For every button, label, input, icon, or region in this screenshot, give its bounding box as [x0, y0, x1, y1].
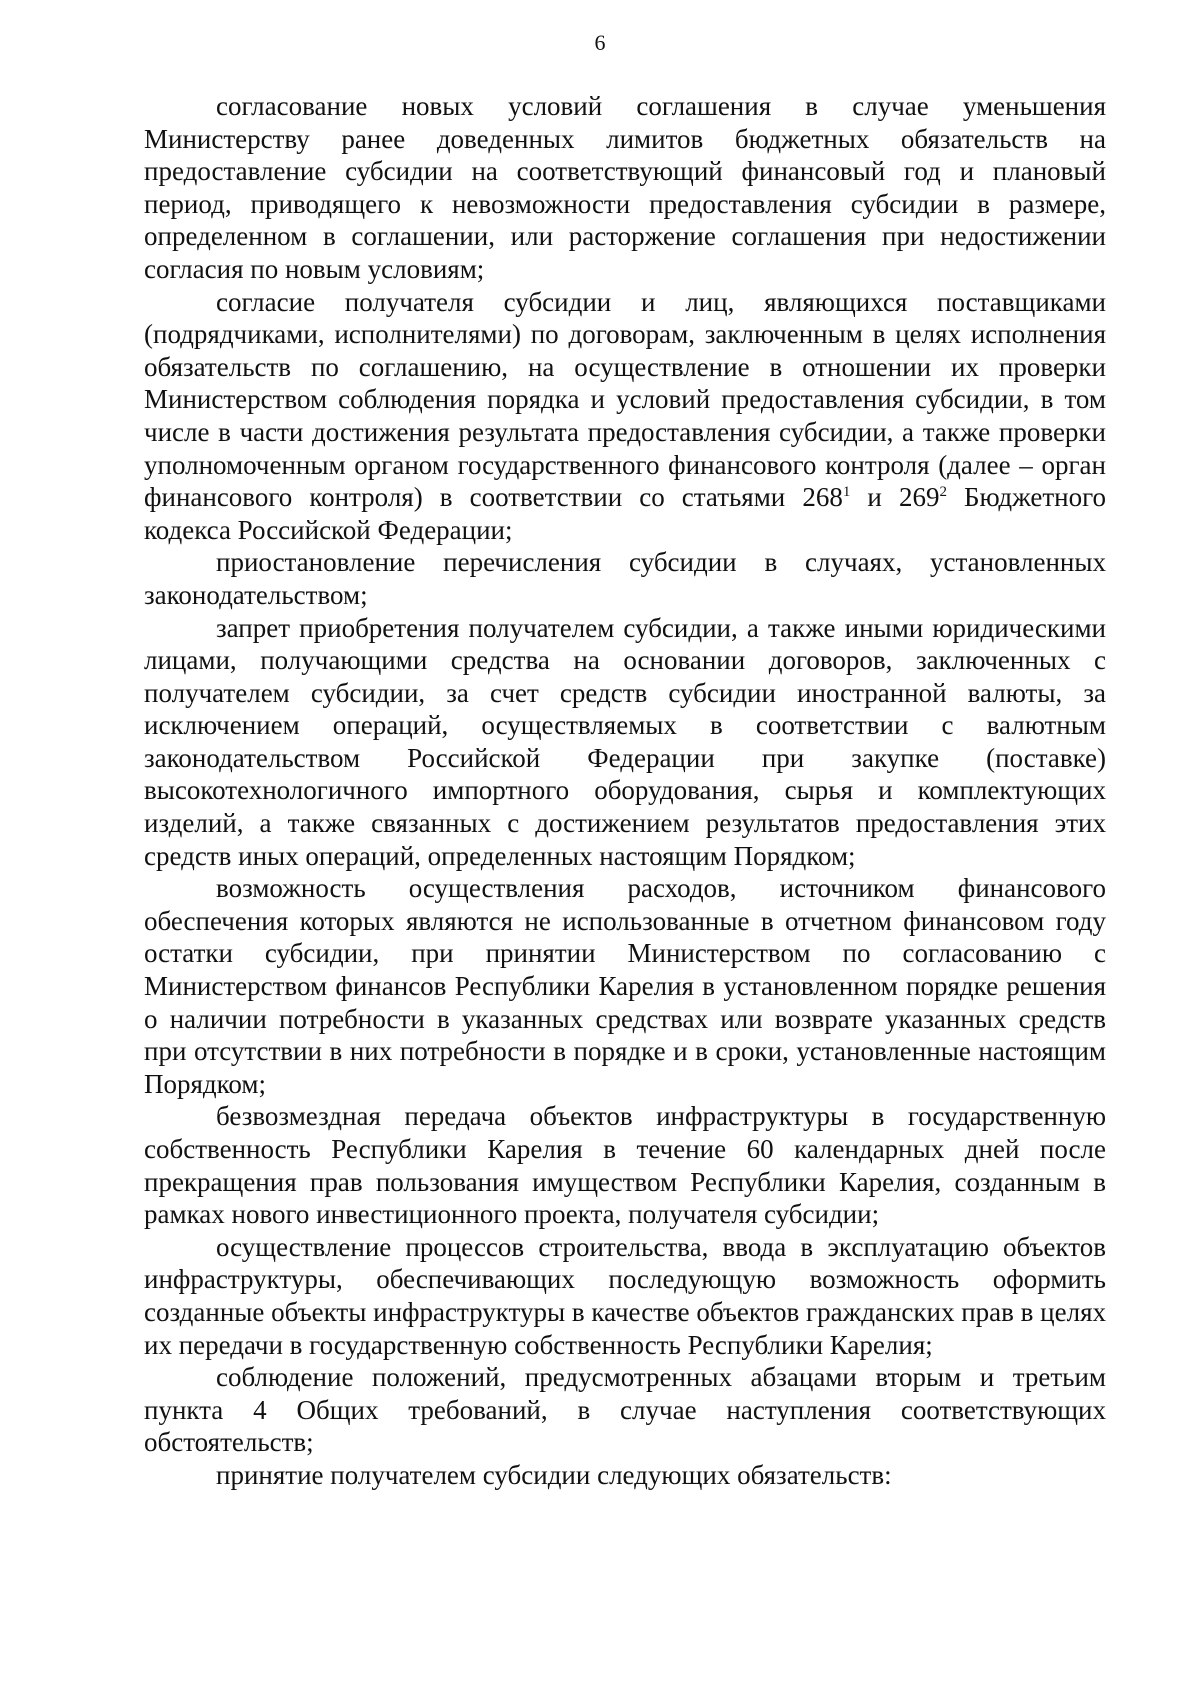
paragraph-text: согласие получателя субсидии и лиц, являющихся поставщиками (подрядчиками, исполнителями) по договорам, заключенным в целях исполнения обязательств по соглашению, на осуществление в отношении их проверки Министерством соблюдения порядка и условий предоставления субсидии, в том числе в части достижения результата предоставления субсидии, а также проверки уполномоченным органом государственного финансового контроля (далее – орган финансового контроля) в соответствии со статьями 268 [144, 286, 1106, 513]
paragraph-construction: осуществление процессов строительства, ввода в эксплуатацию объектов инфраструктуры, обеспечивающих последующую возможность оформить созданные объекты инфраструктуры в качестве объектов гражданских прав в целях их передачи в государственную собственность Республики Карелия; [144, 1231, 1106, 1360]
paragraph-obligations: принятие получателем субсидии следующих обязательств: [216, 1459, 892, 1490]
paragraph-suspension: приостановление перечисления субсидии в случаях, установленных законодательством; [144, 547, 1106, 610]
paragraph-general-requirements: соблюдение положений, предусмотренных абзацами вторым и третьим пункта 4 Общих требований, в случае наступления соответствующих обстоятельств; [144, 1362, 1106, 1458]
document-body [144, 90, 1106, 1492]
superscript: 2 [939, 484, 947, 501]
paragraph-text: и 269 [850, 482, 940, 513]
paragraph-currency-ban: запрет приобретения получателем субсидии, а также иными юридическими лицами, получающими средства на основании договоров, заключенных с получателем субсидии, за счет средств субсидии иностранной валюты, за исключением операций, осуществляемых в соответствии с валютным законодательством Российской Федерации при закупке (поставке) высокотехнологичного импортного оборудования, сырья и комплектующих изделий, а также связанных с достижением результатов предоставления этих средств иных операций, определенных настоящим Порядком; [144, 612, 1106, 871]
paragraph-remaining-funds: возможность осуществления расходов, источником финансового обеспечения которых являются не использованные в отчетном финансовом году остатки субсидии, при принятии Министерством по согласованию с Министерством финансов Республики Карелия в установленном порядке решения о наличии потребности в указанных средствах или возврате указанных средств при отсутствии в них потребности в порядке и в сроки, установленные настоящим Порядком; [144, 873, 1106, 1099]
paragraph-agreement-renegotiation: согласование новых условий соглашения в случае уменьшения Министерству ранее доведенных лимитов бюджетных обязательств на предоставление субсидии на соответствующий финансовый год и плановый период, приводящего к невозможности предоставления субсидии в размере, определенном в соглашении, или расторжение соглашения при недостижении согласия по новым условиям; [144, 91, 1106, 284]
paragraph-inspection-consent [144, 286, 1106, 547]
paragraph-infrastructure-transfer: безвозмездная передача объектов инфраструктуры в государственную собственность Республики Карелия в течение 60 календарных дней после прекращения прав пользования имуществом Республики Карелия, созданным в рамках нового инвестиционного проекта, получателя субсидии; [144, 1101, 1106, 1230]
paragraph-text: Бюджетного кодекса Российской Федерации; [144, 482, 1107, 545]
page-number: 6 [594, 30, 606, 55]
superscript: 1 [842, 484, 851, 501]
